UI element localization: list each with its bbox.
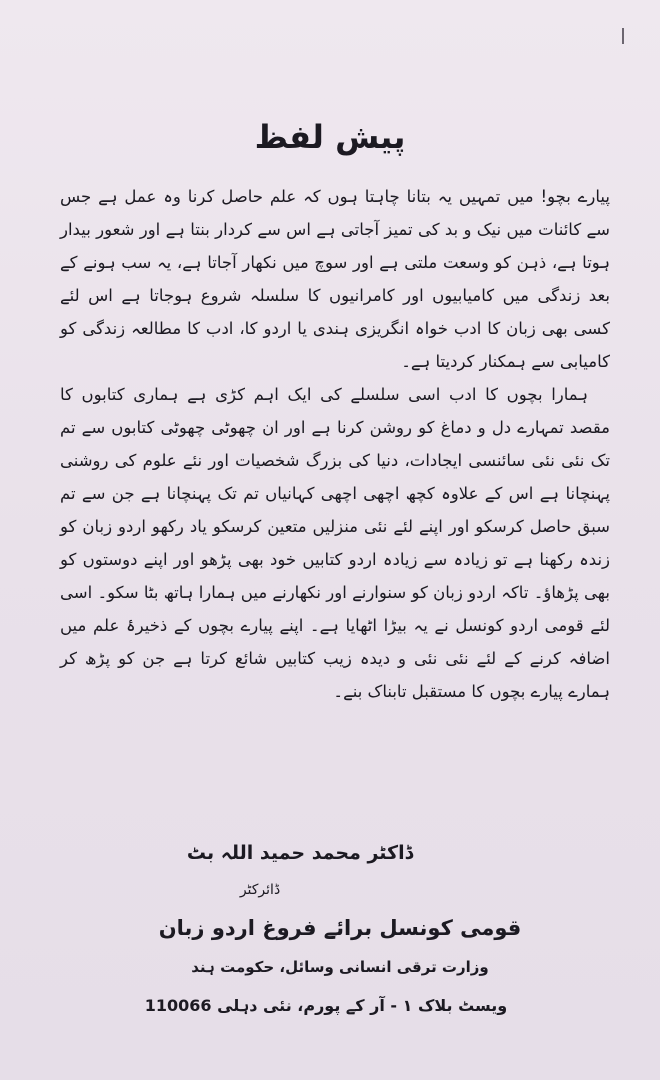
ministry-name: وزارت ترقی انسانی وسائل، حکومت ہند [191,958,489,976]
address-line: ویسٹ بلاک ۱ - آر کے پورم، نئی دہلی 110066 [144,996,508,1015]
page-edge-mark [622,28,624,44]
paragraph-1: پیارے بچو! میں تمہیں یہ بتانا چاہتا ہوں کہ علم حاصل کرنا وہ عمل ہے جس سے کائنات میں نیک و بد کی تمیز آجاتی ہے اس سے کردار بنتا ہے اور شعور بیدار ہوتا ہے، ذہن کو وسعت ملتی ہے اور سوچ میں نکھار آجاتا ہے، یہ سب ہونے کے بعد زندگی میں کامیابیوں اور کامرانیوں کا سلسلہ شروع ہوجاتا ہے اس لئے کسی بھی زبان کا ادب خواہ انگریزی ہندی یا اردو کا، ادب کا مطالعہ زندگی کو کامیابی سے ہمکنار کردیتا ہے۔ [60,187,610,371]
organization-name: قومی کونسل برائے فروغ اردو زبان [158,916,522,940]
signature-name: ڈاکٹر محمد حمید اللہ بٹ [186,842,414,864]
foreword-body [60,180,610,708]
paragraph-2: ہمارا بچوں کا ادب اسی سلسلے کی ایک اہم کڑی ہے ہماری کتابوں کا مقصد تمہارے دل و دماغ کو روشن کرنا ہے اور ان چھوٹی چھوٹی کتابوں سے تم تک نئی نئی سائنسی ایجادات، دنیا کی بزرگ شخصیات اور نئے علوم کی روشنی پہنچانا ہے اس کے علاوہ کچھ اچھی اچھی کہانیاں تم تک پہنچانا ہے جن سے تم سبق حاصل کرسکو اور اپنے لئے نئی منزلیں متعین کرسکو یاد رکھو اردو زبان کو زندہ رکھنا ہے تو زیادہ سے زیادہ اردو کتابیں خود بھی پڑھو اور اپنے دوستوں کو بھی پڑھاؤ۔ تاکہ اردو زبان کو سنوارنے اور نکھارنے میں ہمارا ہاتھ بٹا سکو۔ اسی لئے قومی اردو کونسل نے یہ بیڑا اٹھایا ہے۔ اپنے پیارے بچوں کے ذخیرۂ علم میں اضافہ کرنے کے لئے نئی نئی و دیدہ زیب کتابیں شائع کرتا ہے جن کو پڑھ کر ہمارے پیارے بچوں کا مستقبل تابناک بنے۔ [60,385,610,701]
page-title: پیش لفظ [254,118,406,156]
signature-role: ڈائرکٹر [239,882,281,898]
